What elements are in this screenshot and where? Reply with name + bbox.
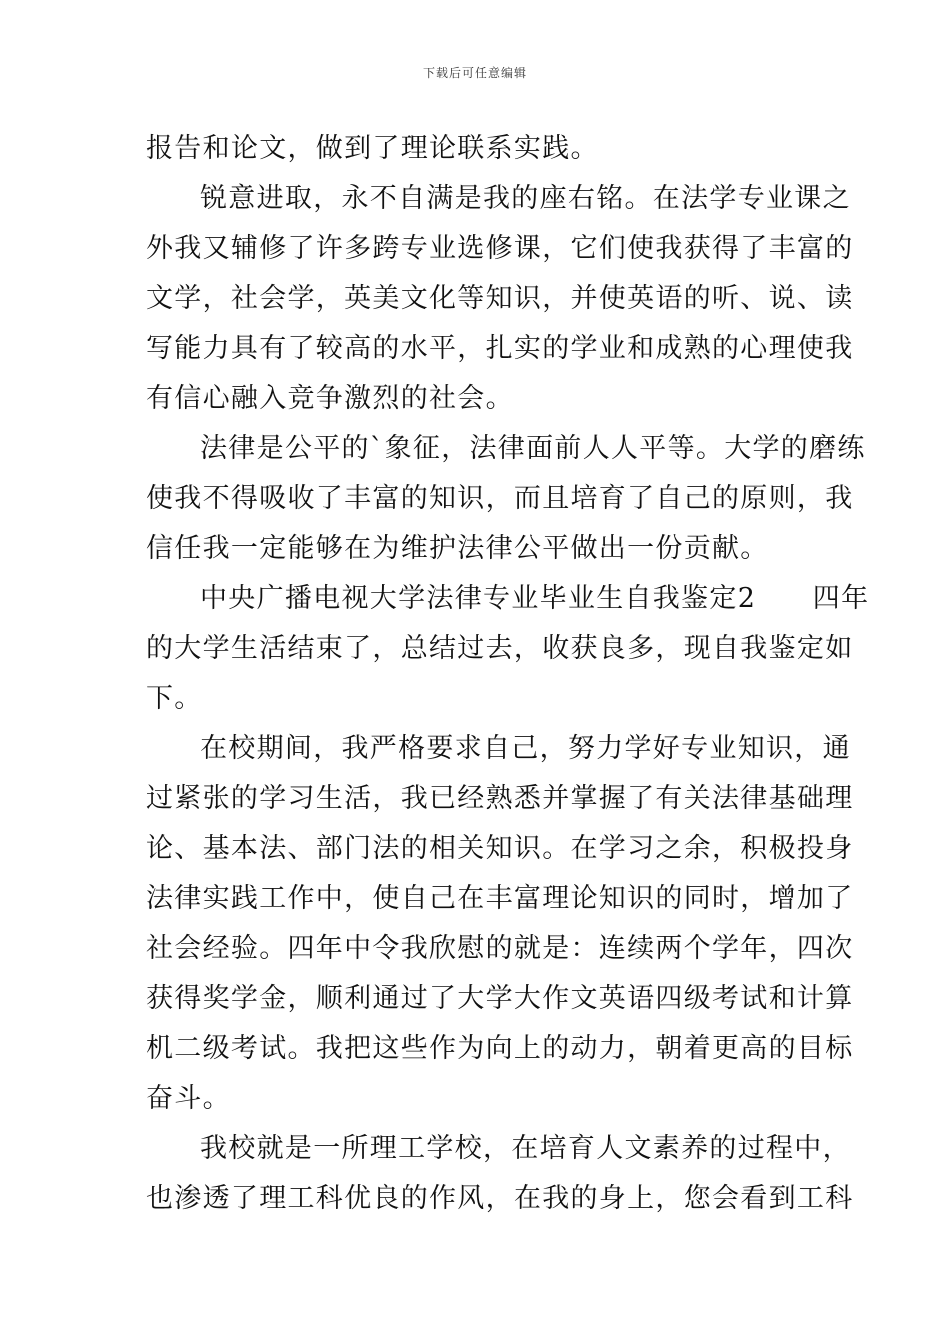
- text-line: 机二级考试。我把这些作为向上的动力，朝着更高的目标: [146, 1033, 854, 1064]
- text-line: 写能力具有了较高的水平，扎实的学业和成熟的心理使我: [146, 333, 854, 364]
- text-line: 过紧张的学习生活，我已经熟悉并掌握了有关法律基础理: [146, 783, 854, 814]
- text-line: 的大学生活结束了，总结过去，收获良多，现自我鉴定如: [146, 633, 854, 664]
- text-line: 法律实践工作中，使自己在丰富理论知识的同时，增加了: [146, 883, 854, 914]
- text-line: 报告和论文，做到了理论联系实践。: [146, 133, 599, 164]
- text-line: 论、基本法、部门法的相关知识。在学习之余，积极投身: [146, 833, 854, 864]
- text-line: 信任我一定能够在为维护法律公平做出一份贡献。: [146, 533, 769, 564]
- text-line: 在校期间，我严格要求自己，努力学好专业知识，通: [200, 733, 851, 764]
- text-line: 锐意进取，永不自满是我的座右铭。在法学专业课之: [200, 183, 851, 214]
- text-line: 法律是公平的`象征，法律面前人人平等。大学的磨练: [200, 433, 866, 464]
- text-line: 我校就是一所理工学校，在培育人文素养的过程中，: [200, 1133, 851, 1164]
- text-line: 下。: [146, 683, 203, 714]
- text-line: 奋斗。: [146, 1083, 231, 1114]
- text-line: 中央广播电视大学法律专业毕业生自我鉴定2 四年: [200, 583, 870, 614]
- page-header: 下载后可任意编辑: [422, 66, 527, 80]
- text-line: 有信心融入竞争激烈的社会。: [146, 383, 514, 414]
- text-line: 社会经验。四年中令我欣慰的就是：连续两个学年，四次: [146, 933, 854, 964]
- text-line: 文学，社会学，英美文化等知识，并使英语的听、说、读: [146, 283, 854, 314]
- text-line: 使我不得吸收了丰富的知识，而且培育了自己的原则，我: [146, 483, 854, 514]
- text-line: 获得奖学金，顺利通过了大学大作文英语四级考试和计算: [146, 983, 854, 1014]
- text-line: 也渗透了理工科优良的作风，在我的身上，您会看到工科: [146, 1183, 854, 1214]
- text-line: 外我又辅修了许多跨专业选修课，它们使我获得了丰富的: [146, 233, 854, 264]
